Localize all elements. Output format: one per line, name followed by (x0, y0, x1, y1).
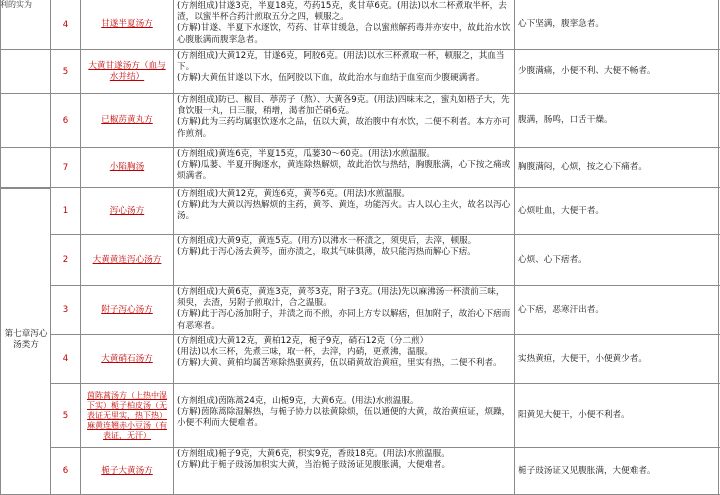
row-number: 4 (50, 335, 80, 383)
formula-content: (方剂组成)甘遂3克，半夏18克，芍药15克，炙甘草6克。(用法)以水二杯煮取半杯，去渣，以蜜半杯合药汁煎取五分之四，顿服之。 (方解)甘遂、半夏下水逐饮，芍药、甘草甘缓急，合以蜜煎解药毒并亦安中，故此治水饮心腹胀满而腹挛急者。 (173, 0, 514, 49)
formula-content: (方剂组成)大黄6克，黄连3克，黄芩3克，附子3克。(用法)先以麻沸汤一杯渍前三味，须臾，去渣，另附子煎取汁，合之温服。 (方解)此于泻心汤加附子，并渍之而不煎，亦同上方专以解痞，但加附子，故治心下痞而有恶寒者。 (173, 286, 514, 334)
category-cell (0, 0, 50, 49)
row-number: 1 (50, 188, 80, 234)
row-number: 4 (50, 0, 80, 49)
formula-content: (方剂组成)黄连6克，半夏15克，瓜蒌30～60克。(用法)水煎温服。 (方解)瓜蒌、半夏开胸逐水，黄连除热解烦，故此治饮与热结，胸腹胀满，心下按之痛或烦满者。 (173, 148, 514, 187)
row-number: 5 (50, 50, 80, 93)
formula-content: (方剂组成)茵陈蒿24克，山栀9克，大黄6克。(用法)水煎温服。 (方解)茵陈蒿除湿解热，与栀子协力以祛黄除烦，伍以通便的大黄，故治黄疸证，烦躁，小便不利而大便难者。 (173, 384, 514, 447)
table-row (0, 0, 720, 50)
formula-content: (方剂组成)大黄9克，黄连5克。(用方)以沸水一杯渍之，须臾后，去滓，顿服。 (方解)此于泻心汤去黄芩，面亦渍之，取其气味俱薄，故只能泻热而解心下痞。 (173, 235, 514, 285)
formula-name: 大黄硝石汤方 (80, 335, 173, 383)
row-number: 7 (50, 148, 80, 187)
formula-name: 大黄黄连泻心汤方 (80, 235, 173, 285)
formula-name: 已椒苈黄丸方 (80, 94, 173, 147)
formula-content: (方剂组成)大黄12克，黄连6克，黄芩6克。(用法)水煎温服。 (方解)此为大黄以泻热解烦的主药，黄芩、黄连，功能泻火。古人以心主火，故名以泻心汤。 (173, 188, 514, 234)
formula-name: 茵陈蒿汤方（上热中湿下实）栀子柏皮汤（无表证无里实，热下热）麻黄连翘赤小豆汤（有表证，无汗） (80, 384, 173, 447)
row-number: 6 (50, 448, 80, 494)
formula-name: 栀子大黄汤方 (80, 448, 173, 494)
table-row (0, 235, 720, 286)
table-row (0, 50, 720, 94)
formula-name: 大黄甘遂汤方（血与水并结） (80, 50, 173, 93)
indication: 实热黄疸，大便干，小便黄少者。 (514, 335, 719, 383)
header-fragment: 利的实为 (0, 0, 32, 9)
row-number: 6 (50, 94, 80, 147)
category-cell (0, 148, 50, 187)
indication: 阳黄见大便干，小便不利者。 (514, 384, 719, 447)
table-row (0, 148, 720, 188)
indication: 心烦吐血，大便干者。 (514, 188, 719, 234)
indication: 少腹满痛，小便不利、大便不畅者。 (514, 50, 719, 93)
category-cell (0, 50, 50, 93)
table-row (0, 94, 720, 148)
table-row (0, 286, 720, 335)
indication: 心下坚满，腹挛急者。 (514, 0, 719, 49)
formula-content: (方剂组成)防已、椒目、葶苈子（熬）、大黄各9克。(用法)四味末之，蜜丸如梧子大，先食饮服一丸，日三服，稍增，渴者加芒硝6克。 (方解)此为三药均属驱饮逐水之品，伍以大黄，故治腹中有水饮，二便不利者。本方亦可作煎剂。 (173, 94, 514, 147)
indication: 心烦、心下痞者。 (514, 235, 719, 285)
formula-name: 甘遂半夏汤方 (80, 0, 173, 49)
indication: 腹满，肠鸣，口舌干燥。 (514, 94, 719, 147)
indication: 栀子豉汤证又见腹胀满，大便难者。 (514, 448, 719, 494)
table-row (0, 188, 720, 235)
row-number: 2 (50, 235, 80, 285)
indication: 胸腹满闷，心烦，按之心下痛者。 (514, 148, 719, 187)
chapter-label: 第七章泻心汤类方 (4, 329, 48, 350)
category-cell (0, 94, 50, 147)
formula-content: (方剂组成)栀子9克，大黄6克，枳实9克，香豉18克。(用法)水煎温服。 (方解)此于栀子豉汤加枳实大黄，当治栀子豉汤证见腹胀满，大便难者。 (173, 448, 514, 494)
row-number: 5 (50, 384, 80, 447)
formula-name: 泻心汤方 (80, 188, 173, 234)
indication: 心下痞，恶寒汗出者。 (514, 286, 719, 334)
table-row (0, 384, 720, 448)
formula-name: 小陷胸汤 (80, 148, 173, 187)
row-number: 3 (50, 286, 80, 334)
formula-name: 附子泻心汤方 (80, 286, 173, 334)
formula-content: (方剂组成)大黄12克，黄柏12克，栀子9克，硝石12克（分二煎） (用法)以水三杯，先煮三味，取一杯，去滓，内硝，更煮沸，温服。 (方解)大黄、黄柏均属苦寒除热驱黄药，伍以硝黄故治黄疸，里实有热，二便不利者。 (173, 335, 514, 383)
chapter-cell (0, 188, 50, 494)
formula-content: (方剂组成)大黄12克，甘遂6克，阿胶6克。(用法)以水三杯煮取一杯，顿服之，其血当下。 (方解)大黄伍甘遂以下水，伍阿胶以下血，故此治水与血结于血室而少腹硬满者。 (173, 50, 514, 93)
table-row (0, 335, 720, 384)
table-row (0, 448, 720, 495)
